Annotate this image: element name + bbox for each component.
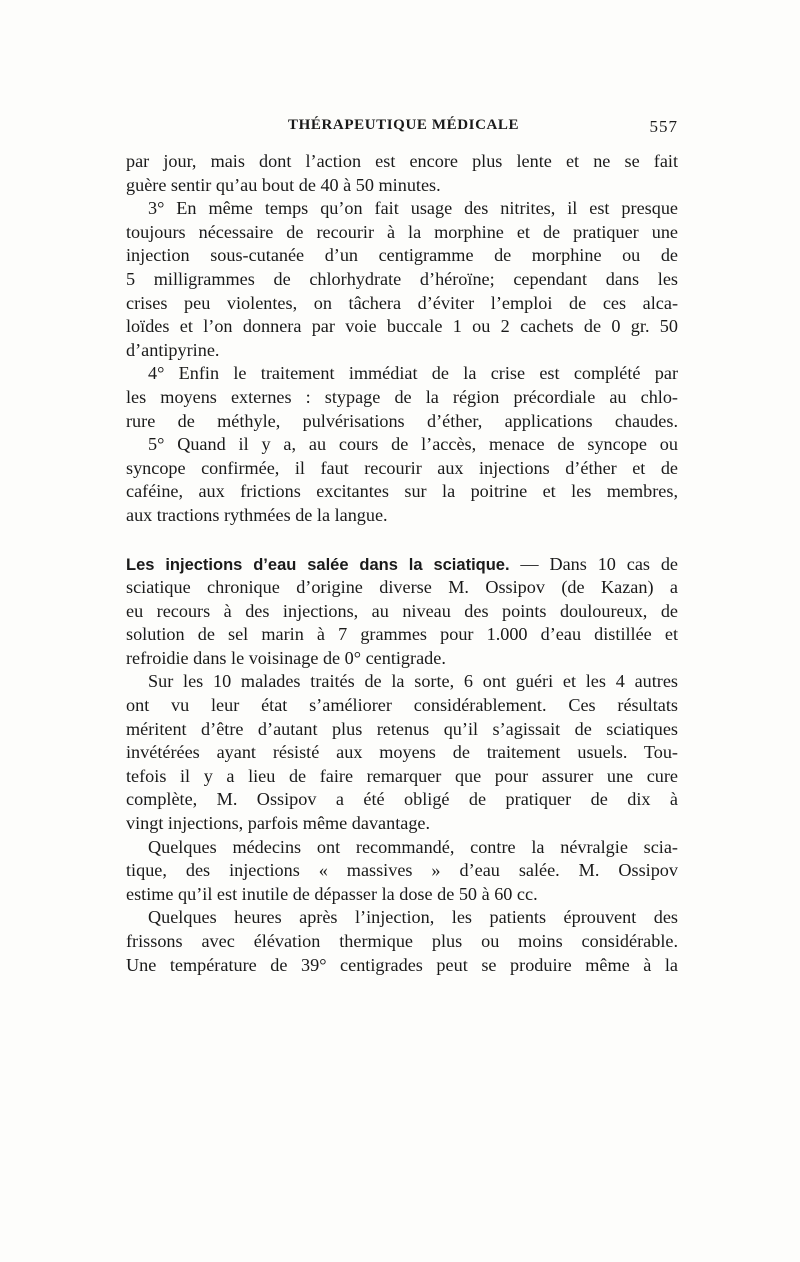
text-line: Quelques heures après l’injection, les patients éprouvent des (148, 907, 678, 928)
text-line: refroidie dans le voisinage de 0° centigrade. (126, 647, 446, 668)
text-line: tique, des injections « massives » d’eau salée. M. Ossipov (126, 860, 678, 881)
body-text (126, 150, 678, 977)
text-line: estime qu’il est inutile de dépasser la dose de 50 à 60 cc. (126, 883, 538, 904)
text-line: d’antipyrine. (126, 339, 220, 360)
running-title: THÉRAPEUTIQUE MÉDICALE (288, 117, 520, 133)
text-line: par jour, mais dont l’action est encore plus lente et ne se fait (126, 151, 678, 171)
text-line: 5 milligrammes de chlorhydrate d’héroïne; cependant dans les (126, 268, 678, 289)
text-line: crises peu violentes, on tâchera d’éviter l’emploi de ces alca- (126, 292, 678, 313)
text-line: caféine, aux frictions excitantes sur la poitrine et les membres, (126, 481, 678, 502)
text-line: rure de méthyle, pulvérisations d’éther, applications chaudes. (126, 410, 678, 431)
text-line: tefois il y a lieu de faire remarquer que pour assurer une cure (126, 765, 678, 786)
text-line: les moyens externes : stypage de la région précordiale au chlo- (126, 386, 678, 407)
text-line: loïdes et l’on donnera par voie buccale 1 ou 2 cachets de 0 gr. 50 (126, 316, 678, 337)
text-line: complète, M. Ossipov a été obligé de pratiquer de dix à (126, 789, 678, 810)
text-line: injection sous-cutanée d’un centigramme de morphine ou de (126, 245, 678, 266)
text-line: eu recours à des injections, au niveau des points douloureux, de (126, 600, 678, 621)
text-line: Quelques médecins ont recommandé, contre la névralgie scia- (148, 836, 678, 857)
text-line: guère sentir qu’au bout de 40 à 50 minutes. (126, 174, 441, 195)
text-line: sciatique chronique d’origine diverse M. Ossipov (de Kazan) a (126, 577, 678, 598)
text-line: solution de sel marin à 7 grammes pour 1.000 d’eau distillée et (126, 624, 678, 645)
section-gap (126, 528, 678, 553)
section-first-line (126, 553, 678, 577)
text-line: toujours nécessaire de recourir à la morphine et de pratiquer une (126, 221, 678, 242)
text-line: 3° En même temps qu’on fait usage des nitrites, il est presque (148, 198, 678, 219)
text-line: frissons avec élévation thermique plus ou moins considérable. (126, 931, 678, 951)
text-line: méritent d’être d’autant plus retenus qu’il s’agissait de sciatiques (126, 718, 678, 739)
section-first-line-text: — Dans 10 cas de (509, 553, 678, 574)
text-line: invétérées ayant résisté aux moyens de traitement usuels. Tou- (126, 742, 678, 763)
text-line: 4° Enfin le traitement immédiat de la crise est complété par (148, 363, 678, 384)
text-line: vingt injections, parfois même davantage. (126, 813, 431, 834)
text-line: 5° Quand il y a, au cours de l’accès, menace de syncope ou (148, 434, 678, 455)
running-head (126, 117, 678, 139)
text-line: Sur les 10 malades traités de la sorte, 6 ont guéri et les 4 autres (148, 671, 678, 692)
text-line: ont vu leur état s’améliorer considérablement. Ces résultats (126, 695, 678, 716)
text-line: syncope confirmée, il faut recourir aux injections d’éther et de (126, 457, 678, 478)
text-line: Une température de 39° centigrades peut se produire même à la (126, 954, 678, 975)
text-line: aux tractions rythmées de la langue. (126, 504, 388, 525)
page-number: 557 (649, 117, 678, 136)
section-heading: Les injections d’eau salée dans la sciatique. (126, 555, 510, 574)
